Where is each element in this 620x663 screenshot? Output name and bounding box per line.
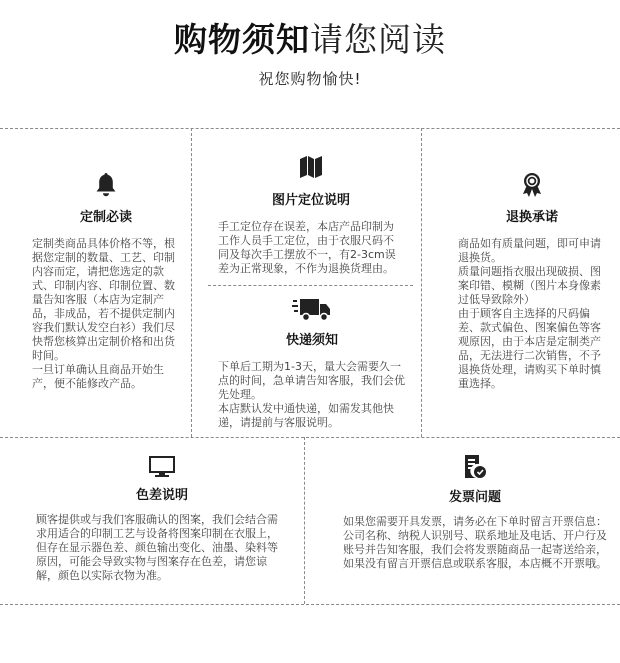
map-icon: [299, 155, 323, 179]
section-shipping: [218, 297, 406, 430]
section-returns-title: 退换承诺: [505, 210, 558, 225]
custom-paragraph-1: 定制类商品具体价格不等，根据您定制的数量、工艺、印制内容而定，请把您选定的款式、印制内容、印制位置、数量告知客服（本店为定制产品，非成品，若不提供定制内容我们默认发空白衫）我们尽快帮您核算出定制价格和出货时间。: [32, 237, 175, 362]
section-invoice-text: [343, 515, 607, 571]
divider-vertical-bottom: [304, 437, 305, 604]
invoice-icon: [463, 454, 487, 480]
returns-paragraph-3: 由于顾客自主选择的尺码偏差、款式偏色、图案偏色等客观原因，由于本店是定制类产品，无法进行二次销售，不予退换货处理，请购买下单时慎重选择。: [458, 307, 601, 390]
section-custom: [32, 172, 180, 391]
section-position: [218, 155, 404, 276]
section-position-text: [218, 220, 404, 276]
section-shipping-title: 快递须知: [285, 333, 338, 348]
divider-middle: [0, 437, 620, 438]
shipping-paragraph-2: 本店默认发中通快递，如需发其他快递，请提前与客服说明。: [218, 402, 394, 429]
bell-icon: [95, 172, 117, 198]
section-shipping-text: [218, 360, 406, 430]
truck-icon: [292, 297, 332, 323]
section-returns-text: [458, 237, 606, 391]
custom-paragraph-2: 一旦订单确认且商品开始生产，便不能修改产品。: [32, 363, 164, 390]
section-custom-text: [32, 237, 180, 391]
section-color-title: 色差说明: [135, 488, 188, 503]
title-light: 请您阅读: [310, 20, 446, 59]
returns-paragraph-2: 质量问题指衣服出现破损、图案印错、模糊（图片本身像素过低导致除外）: [458, 265, 601, 306]
award-ribbon-icon: [520, 172, 544, 198]
monitor-icon: [149, 456, 175, 478]
section-custom-title: 定制必读: [79, 210, 132, 225]
divider-bottom: [0, 604, 620, 605]
section-returns: [458, 172, 606, 391]
shipping-paragraph-1: 下单后工期为1-3天，量大会需要久一点的时间，急单请告知客服，我们会优先处理。: [218, 360, 405, 401]
page-title: [0, 20, 620, 60]
section-color-text: [36, 513, 288, 583]
page-header: [0, 20, 620, 89]
position-paragraph-1: 手工定位存在误差，本店产品印制为工作人员手工定位，由于衣服尺码不同及每次手工摆放不一，有2-3cm误差为正常现象，不作为退换货理由。: [218, 220, 396, 275]
divider-top: [0, 128, 620, 129]
section-color: [36, 456, 288, 583]
title-bold: 购物须知: [174, 20, 310, 59]
section-invoice: [343, 454, 607, 571]
invoice-paragraph-1: 如果您需要开具发票，请务必在下单时留言开票信息：公司名称、纳税人识别号、联系地址及电话、开户行及账号并告知客服，我们会将发票随商品一起寄送给亲，如果没有留言开票信息或联系客服，本店概不开票哦。: [343, 515, 607, 570]
returns-paragraph-1: 商品如有质量问题，即可申请退换货。: [458, 237, 601, 264]
divider-vertical-left: [191, 128, 192, 437]
section-position-title: 图片定位说明: [271, 193, 350, 208]
section-invoice-title: 发票问题: [448, 490, 501, 505]
color-paragraph-1: 顾客提供或与我们客服确认的图案，我们会结合需求用适合的印制工艺与设备将图案印制在衣服上，但存在显示器色差、颜色输出变化、油墨、染料等原因，可能会导致实物与图案存在色差，请您谅解，颜色以实际衣物为准。: [36, 513, 278, 582]
page-subtitle: 祝您购物愉快!: [258, 70, 362, 88]
divider-center-column: [208, 285, 413, 286]
divider-vertical-right: [421, 128, 422, 437]
